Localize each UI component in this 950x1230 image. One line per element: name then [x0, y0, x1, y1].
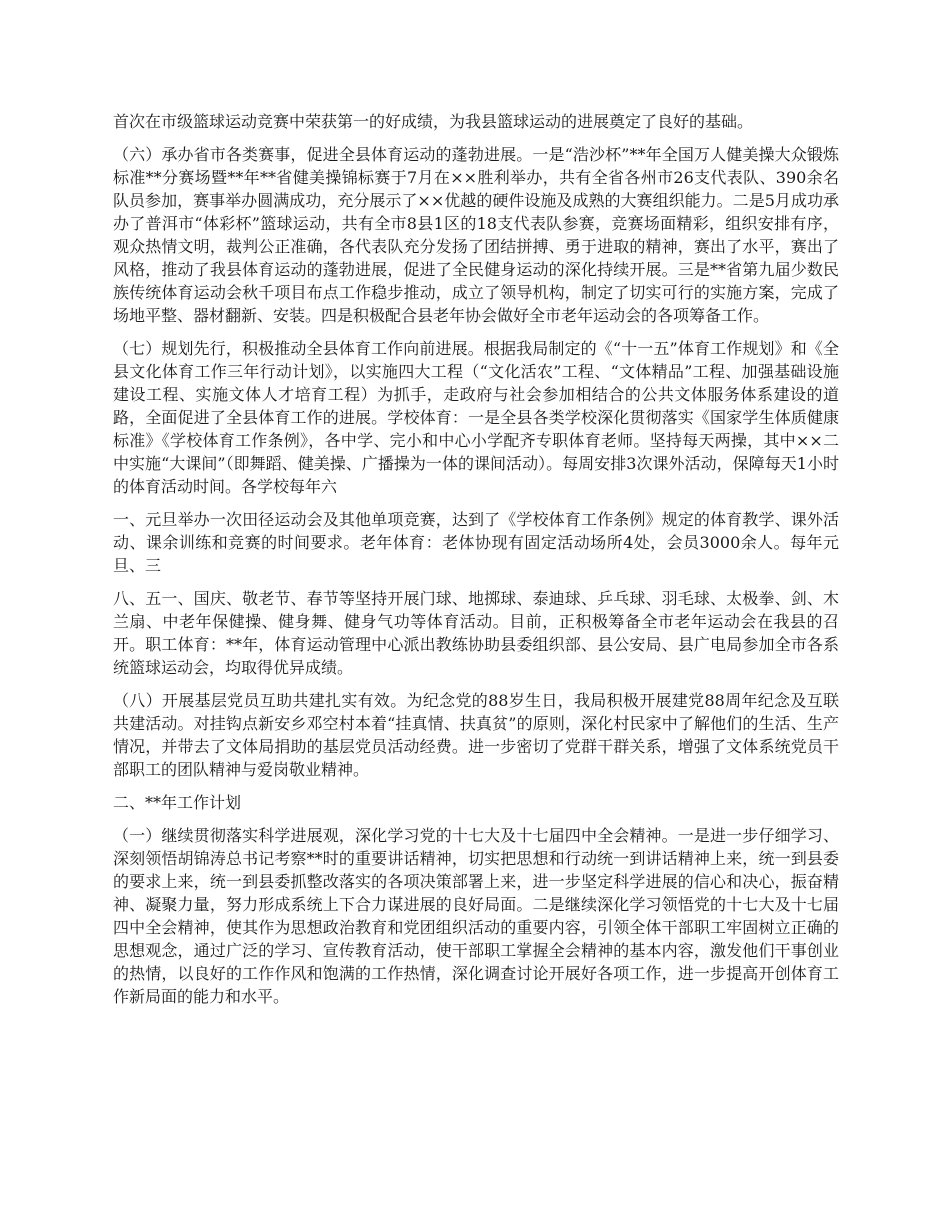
- paragraph-section-7-planning: （七）规划先行，积极推动全县体育工作向前进展。根据我局制定的《“十一五”体育工作规划》和《全县文化体育工作三年行动计划》，以实施四大工程（“文化活农”工程、“文体精品”工程、加强基础设施建设工程、实施文体人才培育工程）为抓手，走政府与社会参加相结合的公共文体服务体系建设的道路，全面促进了全县体育工作的进展。学校体育：一是全县各类学校深化贯彻落实《国家学生体质健康标准》《学校体育工作条例》，各中学、完小和中心小学配齐专职体育老师。坚持每天两操，其中××二中实施“大课间”（即舞蹈、健美操、广播操为一体的课间活动）。每周安排3次课外活动，保障每天1小时的体育活动时间。各学校每年六: [113, 339, 839, 496]
- document-body: [113, 110, 839, 1018]
- paragraph-basketball-result: 首次在市级篮球运动竞赛中荣获第一的好成绩，为我县篮球运动的进展奠定了良好的基础。: [113, 112, 754, 131]
- paragraph-plan-1-study: （一）继续贯彻落实科学进展观，深化学习党的十七大及十七届四中全会精神。一是进一步仔细学习、深刻领悟胡锦涛总书记考察**时的重要讲话精神，切实把思想和行动统一到讲话精神上来，统一到县委的要求上来，统一到县委抓整改落实的各项决策部署上来，进一步坚定科学进展的信心和决心，振奋精神、凝聚力量，努力形成系统上下合力谋进展的良好局面。二是继续深化学习领悟党的十七大及十七届四中全会精神，使其作为思想政治教育和党团组织活动的重要内容，引领全体干部职工牢固树立正确的思想观念，通过广泛的学习、宣传教育活动，使干部职工掌握全会精神的基本内容，激发他们干事创业的热情，以良好的工作作风和饱满的工作热情，深化调查讨论开展好各项工作，进一步提高开创体育工作新局面的能力和水平。: [113, 826, 839, 1006]
- paragraph-section-6-events: （六）承办省市各类赛事，促进全县体育运动的蓬勃进展。一是“浩沙杯”**年全国万人健美操大众锻炼标准**分赛场暨**年**省健美操锦标赛于7月在××胜利举办，共有全省各州市26支代表队、390余名队员参加，赛事举办圆满成功，充分展示了××优越的硬件设施及成熟的大赛组织能力。二是5月成功承办了普洱市“体彩杯”篮球运动，共有全市8县1区的18支代表队参赛，竞赛场面精彩，组织安排有序，观众热情文明，裁判公正准确，各代表队充分发扬了团结拼搏、勇于进取的精神，赛出了水平，赛出了风格，推动了我县体育运动的蓬勃进展，促进了全民健身运动的深化持续开展。三是**省第九届少数民族传统体育运动会秋千项目布点工作稳步推动，成立了领导机构，制定了切实可行的实施方案，完成了场地平整、器材翻新、安装。四是积极配合县老年协会做好全市老年运动会的各项筹备工作。: [113, 145, 839, 325]
- paragraph-school-elderly-sports: 一、元旦举办一次田径运动会及其他单项竞赛，达到了《学校体育工作条例》规定的体育教学、课外活动、课余训练和竞赛的时间要求。老年体育：老体协现有固定活动场所4处，会员3000余人。每年元旦、三: [113, 510, 839, 575]
- paragraph-section-8-party-building: （八）开展基层党员互助共建扎实有效。为纪念党的88岁生日，我局积极开展建党88周年纪念及互联共建活动。对挂钩点新安乡邓空村本着“挂真情、扶真贫”的原则，深化村民家中了解他们的生活、生产情况，并带去了文体局捐助的基层党员活动经费。进一步密切了党群干群关系，增强了文体系统党员干部职工的团队精神与爱岗敬业精神。: [113, 691, 839, 779]
- heading-work-plan: 二、**年工作计划: [113, 793, 242, 812]
- paragraph-elderly-worker-sports: 八、五一、国庆、敬老节、春节等坚持开展门球、地掷球、泰迪球、乒乓球、羽毛球、太极拳、剑、木兰扇、中老年保健操、健身舞、健身气功等体育活动。目前，正积极筹备全市老年运动会在我县的召开。职工体育：**年，体育运动管理中心派出教练协助县委组织部、县公安局、县广电局参加全市各系统篮球运动会，均取得优异成绩。: [113, 589, 839, 677]
